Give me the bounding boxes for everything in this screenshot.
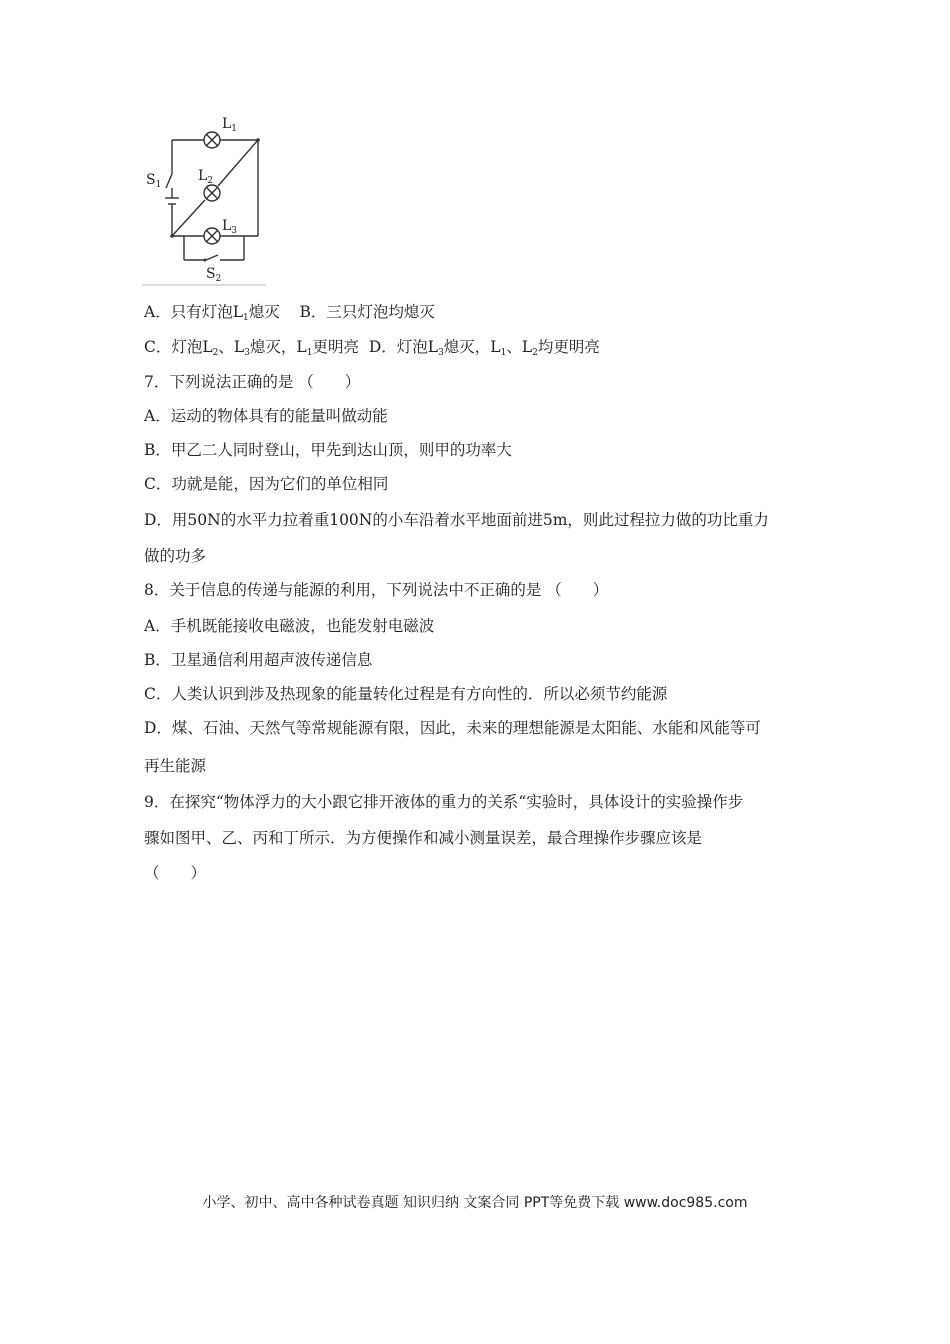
label-l3: $L_3$ — [222, 218, 238, 236]
q8-stem: 8．关于信息的传递与能源的利用，下列说法中不正确的是 （ ） — [144, 581, 609, 599]
q7-stem: 7．下列说法正确的是 （ ） — [144, 373, 361, 391]
page-footer: 小学、初中、高中各种试卷真题 知识归纳 文案合同 PPT等免费下载 www.doc985.com — [202, 1195, 748, 1211]
label-l1: $L_1$ — [222, 116, 238, 134]
q9-stem-line2: 骤如图甲、乙、丙和丁所示．为方便操作和减小测量误差，最合理操作步骤应该是 — [144, 829, 703, 847]
q6-options-cd — [144, 337, 600, 360]
label-s2: $S_2$ — [206, 266, 222, 284]
q8-option-b: B．卫星通信利用超声波传递信息 — [144, 651, 373, 669]
q8-option-d-line2: 再生能源 — [144, 757, 207, 775]
label-s1: $S_1$ — [146, 172, 162, 190]
lamp-l2-icon — [204, 185, 220, 201]
q6-options-ab — [144, 302, 435, 325]
circuit-diagram — [142, 112, 266, 288]
q8-option-c: C．人类认识到涉及热现象的能量转化过程是有方向性的．所以必须节约能源 — [144, 685, 668, 703]
q6-option-d: D．灯泡$L_3$熄灭，$L_1$、$L_2$均更明亮 — [368, 338, 600, 358]
q9-stem-line1: 9．在探究“物体浮力的大小跟它排开液体的重力的关系“实验时，具体设计的实验操作步 — [144, 793, 744, 811]
label-l2: $L_2$ — [198, 168, 214, 186]
lamp-l1-icon — [204, 132, 220, 148]
q8-option-d-line1: D．煤、石油、天然气等常规能源有限，因此，未来的理想能源是太阳能、水能和风能等可 — [144, 719, 761, 737]
lamp-l3-icon — [204, 228, 220, 244]
q6-option-a: A．只有灯泡$L_1$熄灭 — [144, 303, 280, 323]
q7-option-b: B．甲乙二人同时登山，甲先到达山顶，则甲的功率大 — [144, 441, 512, 459]
q7-option-d-line1: D．用50N的水平力拉着重100N的小车沿着水平地面前进5m，则此过程拉力做的功比重力 — [144, 511, 769, 529]
q6-option-c: C．灯泡$L_2$、$L_3$熄灭，$L_1$更明亮 — [144, 338, 359, 358]
q8-option-a: A．手机既能接收电磁波，也能发射电磁波 — [144, 617, 435, 635]
q7-option-d-line2: 做的功多 — [144, 547, 207, 565]
q6-option-b: B．三只灯泡均熄灭 — [299, 303, 435, 321]
q7-option-a: A．运动的物体具有的能量叫做动能 — [144, 407, 388, 425]
q7-option-c: C．功就是能，因为它们的单位相同 — [144, 475, 389, 493]
q9-stem-line3: （ ） — [144, 864, 207, 882]
